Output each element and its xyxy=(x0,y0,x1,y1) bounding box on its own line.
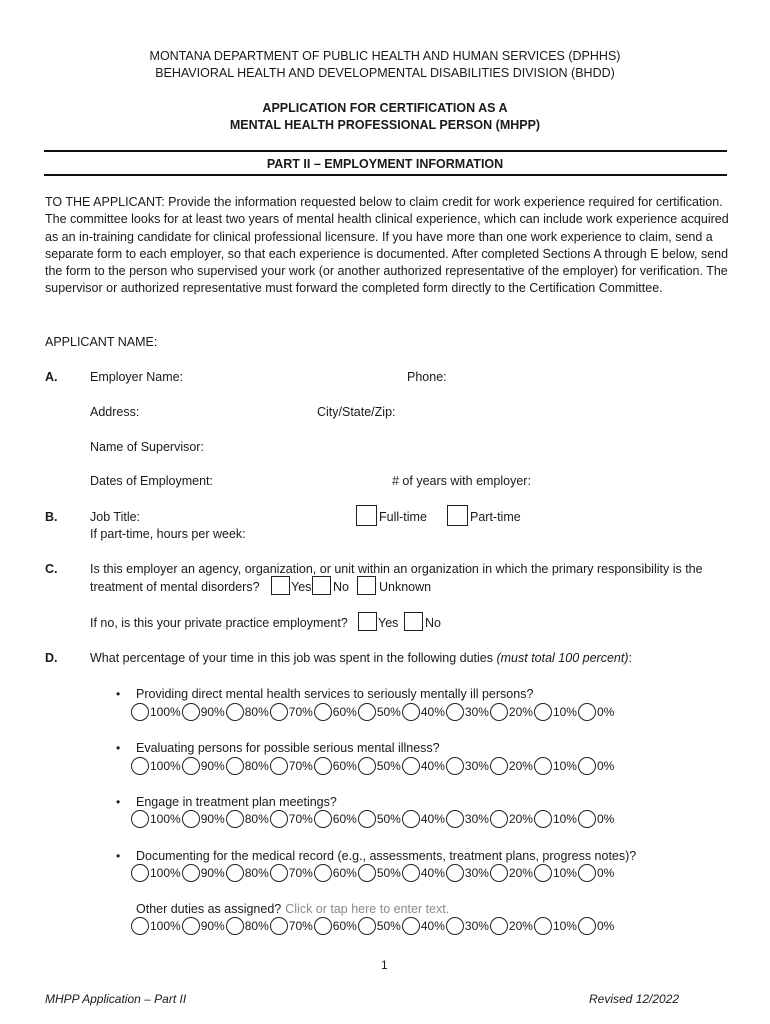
radio-circle-icon[interactable] xyxy=(358,757,376,775)
radio-circle-icon[interactable] xyxy=(446,917,464,935)
applicant-name-label: APPLICANT NAME: xyxy=(45,335,158,349)
radio-circle-icon[interactable] xyxy=(131,757,149,775)
percentage-option-label: 60% xyxy=(332,866,357,880)
percentage-option[interactable] xyxy=(182,810,225,828)
radio-circle-icon[interactable] xyxy=(490,757,508,775)
percentage-option-label: 40% xyxy=(420,866,445,880)
radio-circle-icon[interactable] xyxy=(226,703,244,721)
radio-circle-icon[interactable] xyxy=(182,810,200,828)
percentage-option[interactable] xyxy=(131,917,181,935)
percentage-option-label: 20% xyxy=(508,812,533,826)
percentage-option[interactable] xyxy=(131,810,181,828)
percentage-option[interactable] xyxy=(226,757,269,775)
percentage-option-label: 30% xyxy=(464,705,489,719)
agency-unknown-label: Unknown xyxy=(379,580,432,594)
radio-circle-icon[interactable] xyxy=(578,864,596,882)
radio-circle-icon[interactable] xyxy=(314,864,332,882)
percentage-option-label: 20% xyxy=(508,705,533,719)
radio-circle-icon[interactable] xyxy=(314,810,332,828)
radio-circle-icon[interactable] xyxy=(578,757,596,775)
percentage-option[interactable] xyxy=(534,864,577,882)
percentage-option-label: 0% xyxy=(596,866,615,880)
private-yes-label: Yes xyxy=(378,616,399,630)
radio-circle-icon[interactable] xyxy=(270,810,288,828)
bullet-icon: • xyxy=(116,849,121,863)
full-time-checkbox[interactable] xyxy=(356,505,377,526)
percentage-option-label: 30% xyxy=(464,919,489,933)
percentage-option[interactable] xyxy=(490,757,533,775)
radio-circle-icon[interactable] xyxy=(182,703,200,721)
percentage-option[interactable] xyxy=(446,864,489,882)
agency-question-line2: treatment of mental disorders? xyxy=(90,580,260,594)
radio-circle-icon[interactable] xyxy=(578,703,596,721)
radio-circle-icon[interactable] xyxy=(578,917,596,935)
percentage-option[interactable] xyxy=(446,917,489,935)
percentage-option-label: 90% xyxy=(200,866,225,880)
percentage-option-label: 60% xyxy=(332,705,357,719)
percentage-option-label: 60% xyxy=(332,812,357,826)
duties-question xyxy=(90,650,632,666)
percentage-option-label: 80% xyxy=(244,866,269,880)
radio-circle-icon[interactable] xyxy=(402,810,420,828)
radio-circle-icon[interactable] xyxy=(490,917,508,935)
percentage-option-label: 70% xyxy=(288,705,313,719)
agency-yes-checkbox[interactable] xyxy=(271,576,290,595)
percentage-option[interactable] xyxy=(131,864,181,882)
percentage-option-label: 50% xyxy=(376,919,401,933)
percentage-option[interactable] xyxy=(578,703,614,721)
section-a-letter: A. xyxy=(45,370,58,384)
private-no-checkbox[interactable] xyxy=(404,612,423,631)
footer-form-name: MHPP Application – Part II xyxy=(45,992,187,1006)
agency-question-line1: Is this employer an agency, organization, or unit within an organization in which the primary responsibility is the xyxy=(90,562,703,576)
percentage-option[interactable] xyxy=(490,703,533,721)
radio-circle-icon[interactable] xyxy=(358,703,376,721)
percentage-option[interactable] xyxy=(358,810,401,828)
percentage-option[interactable] xyxy=(578,864,614,882)
percentage-option-label: 50% xyxy=(376,759,401,773)
percentage-option[interactable] xyxy=(534,757,577,775)
percentage-option[interactable] xyxy=(358,917,401,935)
header-division: BEHAVIORAL HEALTH AND DEVELOPMENTAL DISABILITIES DIVISION (BHDD) xyxy=(155,66,615,80)
radio-circle-icon[interactable] xyxy=(131,917,149,935)
radio-circle-icon[interactable] xyxy=(402,703,420,721)
percentage-radio-row xyxy=(131,756,615,776)
percentage-option-label: 80% xyxy=(244,759,269,773)
percentage-option[interactable] xyxy=(131,757,181,775)
header-agency: MONTANA DEPARTMENT OF PUBLIC HEALTH AND HUMAN SERVICES (DPHHS) xyxy=(149,49,621,63)
percentage-option[interactable] xyxy=(182,917,225,935)
percentage-option[interactable] xyxy=(534,703,577,721)
percentage-option-label: 80% xyxy=(244,705,269,719)
percentage-option-label: 30% xyxy=(464,866,489,880)
percentage-option[interactable] xyxy=(402,757,445,775)
radio-circle-icon[interactable] xyxy=(226,917,244,935)
radio-circle-icon[interactable] xyxy=(314,917,332,935)
section-d-letter: D. xyxy=(45,651,58,665)
radio-circle-icon[interactable] xyxy=(182,917,200,935)
instructions-paragraph: TO THE APPLICANT: Provide the information requested below to claim credit for work experience required for certification. The committee looks for at least two years of mental health clinical experience, which can include work experience acquired as an in-training candidate for clinical professional licensure. If you have more than one work experience to claim, send a separate form to each employer, so that each experience is documented. After completed Sections A through E below, send the form to the person who supervised your work (or another authorized representative of the employer) for verification. The supervisor or authorized representative must forward the completed form directly to the Certification Committee. xyxy=(45,195,729,296)
percentage-option-label: 50% xyxy=(376,812,401,826)
percentage-radio-row xyxy=(131,702,615,722)
radio-circle-icon[interactable] xyxy=(446,864,464,882)
percentage-option[interactable] xyxy=(578,917,614,935)
part-time-hours-label: If part-time, hours per week: xyxy=(90,527,246,541)
percentage-option-label: 100% xyxy=(150,705,181,719)
percentage-option-label: 50% xyxy=(376,866,401,880)
radio-circle-icon[interactable] xyxy=(534,917,552,935)
radio-circle-icon[interactable] xyxy=(182,757,200,775)
radio-circle-icon[interactable] xyxy=(490,810,508,828)
percentage-option-label: 40% xyxy=(420,705,445,719)
section-c-letter: C. xyxy=(45,562,58,576)
percentage-option[interactable] xyxy=(270,810,313,828)
percentage-radio-row xyxy=(131,916,615,936)
percentage-option[interactable] xyxy=(314,757,357,775)
percentage-option[interactable] xyxy=(314,864,357,882)
percentage-option[interactable] xyxy=(314,917,357,935)
full-time-label: Full-time xyxy=(379,510,427,524)
agency-no-label: No xyxy=(333,580,349,594)
bullet-icon: • xyxy=(116,687,121,701)
percentage-option-label: 10% xyxy=(552,866,577,880)
part-time-checkbox[interactable] xyxy=(447,505,468,526)
percentage-option-label: 0% xyxy=(596,759,615,773)
radio-circle-icon[interactable] xyxy=(131,703,149,721)
duties-question-end: : xyxy=(628,651,632,665)
radio-circle-icon[interactable] xyxy=(226,810,244,828)
percentage-option[interactable] xyxy=(402,703,445,721)
percentage-option[interactable] xyxy=(358,703,401,721)
percentage-option[interactable] xyxy=(490,864,533,882)
duties-question-note: (must total 100 percent) xyxy=(496,651,629,665)
radio-circle-icon[interactable] xyxy=(402,917,420,935)
divider-top xyxy=(44,150,727,152)
section-b-letter: B. xyxy=(45,510,58,524)
percentage-option-label: 40% xyxy=(420,919,445,933)
duty-question: Providing direct mental health services to seriously mentally ill persons? xyxy=(136,687,534,701)
supervisor-label: Name of Supervisor: xyxy=(90,440,204,454)
radio-circle-icon[interactable] xyxy=(402,757,420,775)
percentage-radio-row xyxy=(131,863,615,883)
percentage-option-label: 100% xyxy=(150,759,181,773)
percentage-option-label: 0% xyxy=(596,812,615,826)
percentage-option-label: 60% xyxy=(332,919,357,933)
percentage-option[interactable] xyxy=(402,917,445,935)
other-duties-input[interactable]: Click or tap here to enter text. xyxy=(285,902,450,916)
agency-yes-label: Yes xyxy=(291,580,312,594)
percentage-option[interactable] xyxy=(534,810,577,828)
percentage-option-label: 90% xyxy=(200,919,225,933)
percentage-option-label: 100% xyxy=(150,919,181,933)
radio-circle-icon[interactable] xyxy=(131,810,149,828)
employer-name-label: Employer Name: xyxy=(90,370,184,384)
percentage-option-label: 70% xyxy=(288,919,313,933)
radio-circle-icon[interactable] xyxy=(534,864,552,882)
radio-circle-icon[interactable] xyxy=(446,703,464,721)
percentage-option-label: 70% xyxy=(288,866,313,880)
percentage-option[interactable] xyxy=(182,703,225,721)
radio-circle-icon[interactable] xyxy=(446,757,464,775)
radio-circle-icon[interactable] xyxy=(446,810,464,828)
radio-circle-icon[interactable] xyxy=(131,864,149,882)
percentage-option[interactable] xyxy=(226,864,269,882)
address-label: Address: xyxy=(90,405,140,419)
radio-circle-icon[interactable] xyxy=(490,864,508,882)
percentage-option-label: 20% xyxy=(508,759,533,773)
percentage-option-label: 20% xyxy=(508,919,533,933)
radio-circle-icon[interactable] xyxy=(358,810,376,828)
percentage-option[interactable] xyxy=(270,864,313,882)
bullet-icon: • xyxy=(116,741,121,755)
radio-circle-icon[interactable] xyxy=(270,757,288,775)
footer-revision: Revised 12/2022 xyxy=(589,992,680,1006)
percentage-option-label: 10% xyxy=(552,759,577,773)
percentage-option[interactable] xyxy=(490,917,533,935)
percentage-option-label: 30% xyxy=(464,812,489,826)
percentage-option-label: 0% xyxy=(596,705,615,719)
percentage-option[interactable] xyxy=(270,917,313,935)
radio-circle-icon[interactable] xyxy=(314,703,332,721)
percentage-option[interactable] xyxy=(314,810,357,828)
percentage-option-label: 10% xyxy=(552,812,577,826)
form-title-line2: MENTAL HEALTH PROFESSIONAL PERSON (MHPP) xyxy=(229,118,541,132)
duties-question-text: What percentage of your time in this job was spent in the following duties xyxy=(90,651,493,665)
percentage-option[interactable] xyxy=(578,810,614,828)
percentage-option[interactable] xyxy=(226,703,269,721)
percentage-option-label: 40% xyxy=(420,812,445,826)
radio-circle-icon[interactable] xyxy=(358,917,376,935)
percentage-option[interactable] xyxy=(446,703,489,721)
percentage-option-label: 50% xyxy=(376,705,401,719)
radio-circle-icon[interactable] xyxy=(490,703,508,721)
radio-circle-icon[interactable] xyxy=(226,757,244,775)
percentage-option-label: 20% xyxy=(508,866,533,880)
radio-circle-icon[interactable] xyxy=(270,703,288,721)
divider-bottom xyxy=(44,174,727,176)
percentage-option[interactable] xyxy=(270,703,313,721)
percentage-option[interactable] xyxy=(490,810,533,828)
percentage-option[interactable] xyxy=(131,703,181,721)
bullet-icon: • xyxy=(116,795,121,809)
job-title-label: Job Title: xyxy=(90,510,141,524)
percentage-option-label: 70% xyxy=(288,759,313,773)
radio-circle-icon[interactable] xyxy=(182,864,200,882)
radio-circle-icon[interactable] xyxy=(578,810,596,828)
form-title-line1: APPLICATION FOR CERTIFICATION AS A xyxy=(262,101,508,115)
phone-label: Phone: xyxy=(407,370,447,384)
percentage-option[interactable] xyxy=(402,864,445,882)
percentage-option-label: 60% xyxy=(332,759,357,773)
duty-question: Engage in treatment plan meetings? xyxy=(136,795,337,809)
percentage-option[interactable] xyxy=(182,864,225,882)
percentage-option[interactable] xyxy=(358,864,401,882)
other-duties-label: Other duties as assigned? xyxy=(136,902,282,916)
percentage-option-label: 10% xyxy=(552,919,577,933)
private-no-label: No xyxy=(425,616,441,630)
other-duties-question xyxy=(136,901,449,917)
radio-circle-icon[interactable] xyxy=(270,864,288,882)
radio-circle-icon[interactable] xyxy=(358,864,376,882)
percentage-option[interactable] xyxy=(446,810,489,828)
radio-circle-icon[interactable] xyxy=(534,757,552,775)
percentage-option-label: 90% xyxy=(200,705,225,719)
percentage-option[interactable] xyxy=(314,703,357,721)
agency-unknown-checkbox[interactable] xyxy=(357,576,376,595)
percentage-option-label: 10% xyxy=(552,705,577,719)
percentage-radio-row xyxy=(131,809,615,829)
part-heading: PART II – EMPLOYMENT INFORMATION xyxy=(266,157,504,171)
percentage-option-label: 90% xyxy=(200,759,225,773)
duty-question: Documenting for the medical record (e.g., assessments, treatment plans, progress notes)? xyxy=(136,849,637,863)
radio-circle-icon[interactable] xyxy=(402,864,420,882)
percentage-option[interactable] xyxy=(446,757,489,775)
percentage-option[interactable] xyxy=(534,917,577,935)
private-yes-checkbox[interactable] xyxy=(358,612,377,631)
percentage-option[interactable] xyxy=(270,757,313,775)
radio-circle-icon[interactable] xyxy=(270,917,288,935)
percentage-option-label: 80% xyxy=(244,812,269,826)
radio-circle-icon[interactable] xyxy=(314,757,332,775)
percentage-option-label: 30% xyxy=(464,759,489,773)
part-time-label: Part-time xyxy=(470,510,521,524)
percentage-option-label: 90% xyxy=(200,812,225,826)
radio-circle-icon[interactable] xyxy=(534,810,552,828)
percentage-option-label: 80% xyxy=(244,919,269,933)
radio-circle-icon[interactable] xyxy=(534,703,552,721)
percentage-option[interactable] xyxy=(578,757,614,775)
percentage-option[interactable] xyxy=(402,810,445,828)
percentage-option-label: 0% xyxy=(596,919,615,933)
radio-circle-icon[interactable] xyxy=(226,864,244,882)
agency-no-checkbox[interactable] xyxy=(312,576,331,595)
percentage-option-label: 100% xyxy=(150,866,181,880)
city-state-zip-label: City/State/Zip: xyxy=(317,405,396,419)
percentage-option-label: 70% xyxy=(288,812,313,826)
page-number: 1 xyxy=(381,958,388,972)
percentage-option[interactable] xyxy=(226,810,269,828)
percentage-option[interactable] xyxy=(358,757,401,775)
duty-question: Evaluating persons for possible serious mental illness? xyxy=(136,741,440,755)
percentage-option-label: 40% xyxy=(420,759,445,773)
percentage-option[interactable] xyxy=(182,757,225,775)
percentage-option-label: 100% xyxy=(150,812,181,826)
percentage-option[interactable] xyxy=(226,917,269,935)
dates-label: Dates of Employment: xyxy=(90,474,213,488)
years-label: # of years with employer: xyxy=(392,474,531,488)
private-practice-question: If no, is this your private practice employment? xyxy=(90,616,348,630)
